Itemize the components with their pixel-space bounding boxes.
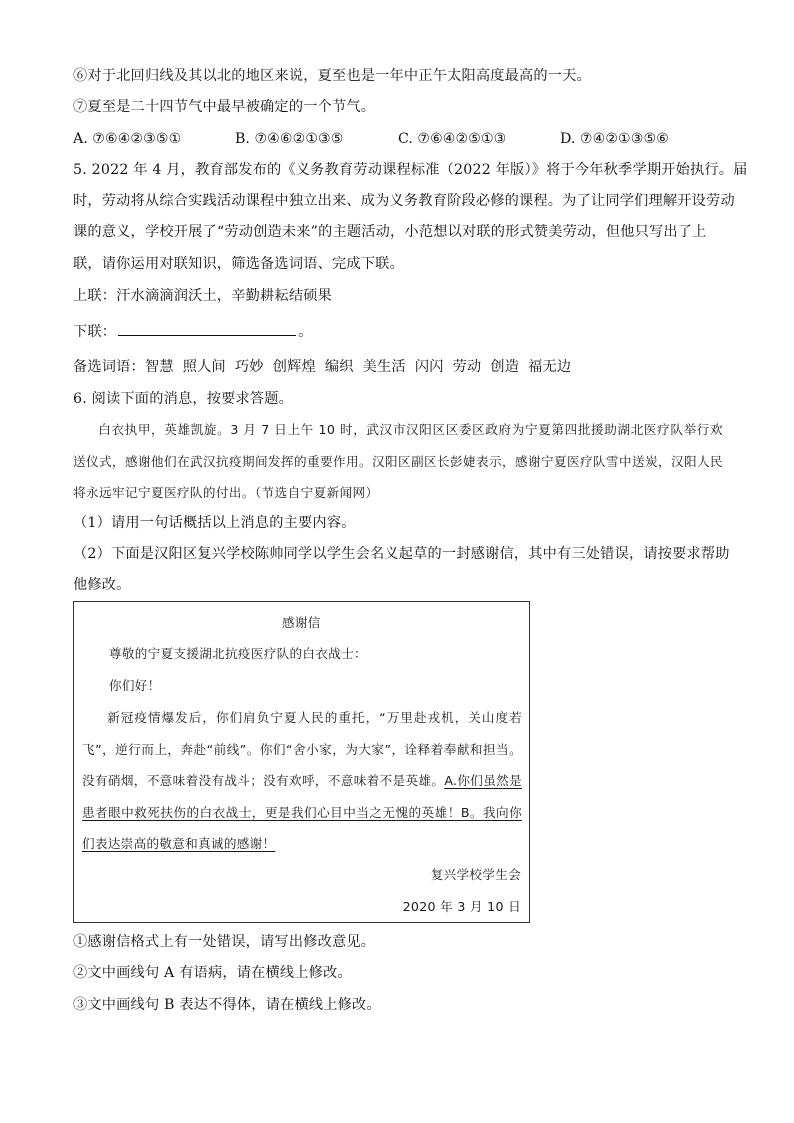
option-c[interactable]: C. ⑦⑥④②⑤①③ [398,131,507,147]
q4-item-6: ⑥对于北回归线及其以北的地区来说，夏至也是一年中正午太阳高度最高的一天。 [73,68,591,84]
q6-subquestion-2-line-2: 他修改。 [73,577,131,593]
letter-title: 感谢信 [282,615,321,630]
letter-greeting: 你们好！ [109,678,161,693]
word-option: 美生活 [362,359,406,375]
q5-text-line-1: 5. 2022 年 4 月，教育部发布的《义务教育劳动课程标准（2022 年版）》将于今年秋季学期开始执行。届 [73,162,748,178]
q4-item-7: ⑦夏至是二十四节气中最早被确定的一个节气。 [73,99,376,115]
letter-date: 2020 年 3 月 10 日 [402,899,521,914]
q6-subquestion-1: （1）请用一句话概括以上消息的主要内容。 [73,515,356,531]
q6-subquestion-2-line-1: （2）下面是汉阳区复兴学校陈帅同学以学生会名义起草的一封感谢信，其中有三处错误，请按要求帮助 [73,546,730,562]
word-bank-label: 备选词语： [73,359,145,375]
word-option: 创辉煌 [272,359,316,375]
option-a[interactable]: A. ⑦⑥④②③⑤① [73,131,182,147]
word-option: 创造 [490,359,520,375]
word-option: 编织 [324,359,354,375]
option-d[interactable]: D. ⑦④②①③⑤⑥ [560,131,669,147]
thank-you-letter-box [73,601,530,923]
word-option: 闪闪 [414,359,444,375]
word-option: 巧妙 [234,359,264,375]
lower-couplet-period: 。 [298,324,313,340]
underlined-sentence-a: A.你们虽然是患者眼中救死扶伤的白衣战士，更是我们心目中当之无愧的英雄！ [82,773,523,820]
word-option: 劳动 [452,359,482,375]
word-option: 福无边 [528,359,572,375]
option-b[interactable]: B. ⑦④⑥②①③⑤ [235,131,344,147]
word-option: 照人间 [182,359,226,375]
q5-text-line-4: 联，请你运用对联知识，筛选备选词语、完成下联。 [73,256,404,272]
underlined-sentence-b: B。我向你们表达崇高的敬意和真诚的感谢！ [82,804,523,852]
letter-signature: 复兴学校学生会 [430,867,521,882]
lower-couplet-label: 下联： [73,324,117,340]
q5-word-bank [73,357,580,377]
q5-upper-couplet: 上联：汗水滴滴润沃土，辛勤耕耘结硕果 [73,288,332,304]
q5-text-line-2: 时，劳动将从综合实践活动课程中独立出来、成为义务教育阶段必修的课程。为了让同学们理解开设劳动 [73,193,735,209]
q6-task-1: ①感谢信格式上有一处错误，请写出修改意见。 [73,934,376,950]
q6-task-2: ②文中画线句 A 有语病，请在横线上修改。 [73,965,352,981]
news-passage: 白衣执甲，英雄凯旋。3 月 7 日上午 10 时，武汉市汉阳区区委区政府为宁夏第四批援助湖北医疗队举行欢送仪式，感谢他们在武汉抗疫期间发挥的重要作用。汉阳区副区长彭婕表示，感谢宁夏医疗队雪中送炭，汉阳人民将永远牢记宁夏医疗队的付出。（节选自宁夏新闻网） [73,422,723,500]
q5-text-line-3: 课的意义，学校开展了“劳动创造未来”的主题活动，小范想以对联的形式赞美劳动，但他只写出了上 [73,224,707,240]
letter-salutation: 尊敬的宁夏支援湖北抗疫医疗队的白衣战士： [109,646,367,661]
letter-body [82,702,522,860]
q5-lower-couplet [73,320,313,342]
lower-couplet-answer-blank[interactable] [118,320,296,336]
word-option: 智慧 [144,359,174,375]
q6-intro: 6. 阅读下面的消息，按要求答题。 [73,391,294,407]
q6-task-3: ③文中画线句 B 表达不得体，请在横线上修改。 [73,997,381,1013]
letter-body-text: 新冠疫情爆发后，你们肩负宁夏人民的重托，“万里赴戎机，关山度若飞”，逆行而上，奔赴“前线”。你们“舍小家，为大家”，诠释着奉献和担当。没有硝烟，不意味着没有战斗；没有欢呼，不意味着不是英雄。 [82,710,522,789]
